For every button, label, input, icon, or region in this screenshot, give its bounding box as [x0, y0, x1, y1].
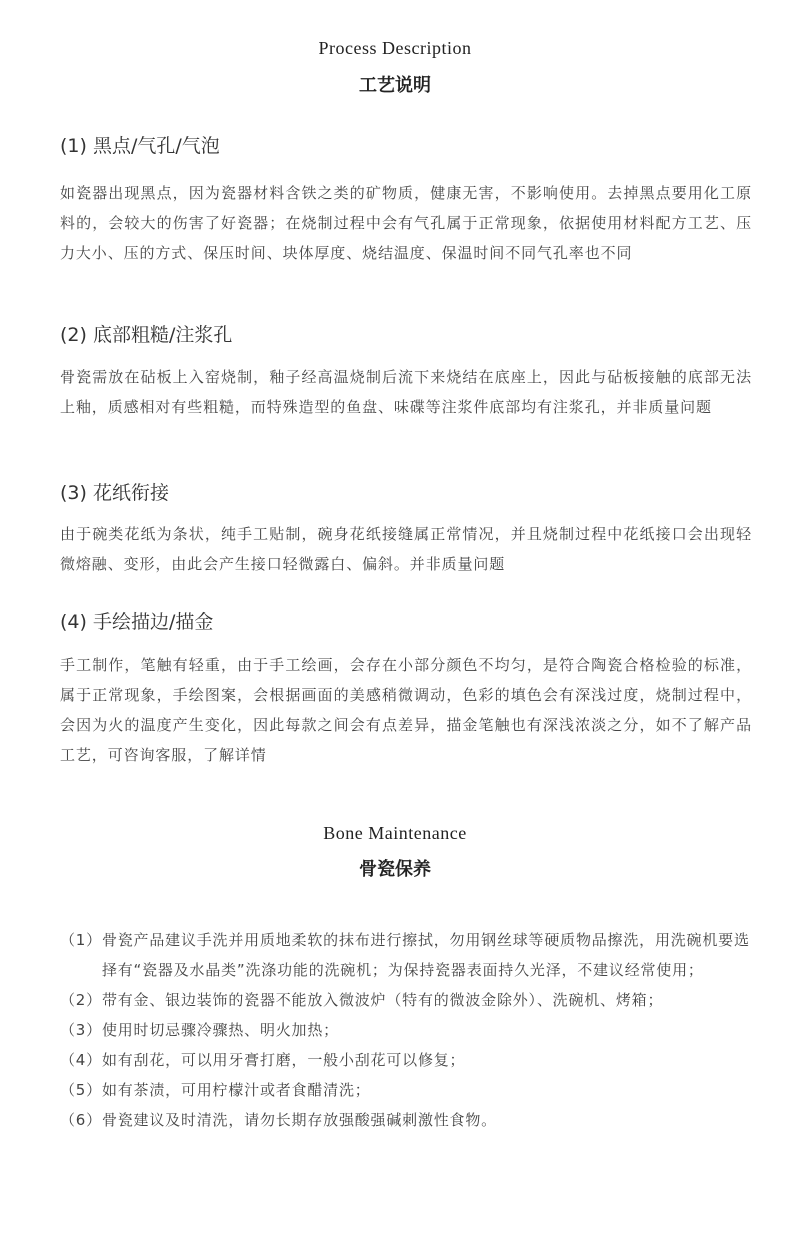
list-item-text: 使用时切忌骤冷骤热、明火加热； [101, 1021, 339, 1039]
process-item-4-text: 手工制作，笔触有轻重，由于手工绘画，会存在小部分颜色不均匀，是符合陶瓷合格检验的标准，属于正常现象，手绘图案，会根据画面的美感稍微调动，色彩的填色会有深浅过度，烧制过程中，会因为火的温度产生变化，因此每款之间会有点差异，描金笔触也有深浅浓淡之分，如不了解产品工艺，可咨询客服，了解详情 [60, 656, 752, 764]
list-item-number: （1） [60, 931, 102, 949]
list-item [60, 1075, 760, 1105]
process-item-1-text: 如瓷器出现黑点，因为瓷器材料含铁之类的矿物质，健康无害，不影响使用。去掉黑点要用化工原料的，会较大的伤害了好瓷器；在烧制过程中会有气孔属于正常现象，依据使用材料配方工艺、压力大小、压的方式、保压时间、块体厚度、烧结温度、保温时间不同气孔率也不同 [60, 184, 752, 262]
list-item-text: 如有茶渍，可用柠檬汁或者食醋清洗； [101, 1081, 371, 1099]
process-title-en: Process Description [318, 38, 472, 58]
list-item [60, 925, 760, 985]
process-item-1-heading: (1) 黑点/气孔/气泡 [60, 135, 220, 157]
list-item-number: （5） [60, 1081, 102, 1099]
list-item-number: （4） [60, 1051, 102, 1069]
list-item [60, 1015, 760, 1045]
process-item-4-heading: (4) 手绘描边/描金 [60, 611, 214, 633]
list-item [60, 985, 760, 1015]
maintenance-title-cn: 骨瓷保养 [359, 859, 431, 880]
list-item-number: （2） [60, 991, 102, 1009]
list-item-text: 骨瓷产品建议手洗并用质地柔软的抹布进行擦拭，勿用钢丝球等硬质物品擦洗，用洗碗机要选择有“瓷器及水晶类”洗涤功能的洗碗机；为保持瓷器表面持久光泽，不建议经常使用； [101, 931, 750, 979]
process-item-2-text: 骨瓷需放在砧板上入窑烧制，釉子经高温烧制后流下来烧结在底座上，因此与砧板接触的底部无法上釉，质感相对有些粗糙，而特殊造型的鱼盘、味碟等注浆件底部均有注浆孔，并非质量问题 [60, 368, 752, 416]
process-title-cn: 工艺说明 [359, 75, 431, 96]
maintenance-list [60, 925, 760, 1135]
list-item-text: 如有刮花，可以用牙膏打磨，一般小刮花可以修复； [101, 1051, 466, 1069]
process-item-3-text: 由于碗类花纸为条状，纯手工贴制，碗身花纸接缝属正常情况，并且烧制过程中花纸接口会出现轻微熔融、变形，由此会产生接口轻微露白、偏斜。并非质量问题 [60, 525, 752, 573]
maintenance-title-en: Bone Maintenance [323, 823, 467, 843]
list-item-number: （6） [60, 1111, 102, 1129]
list-item-number: （3） [60, 1021, 102, 1039]
list-item-text: 骨瓷建议及时清洗，请勿长期存放强酸强碱刺激性食物。 [101, 1111, 497, 1129]
process-item-3-heading: (3) 花纸衔接 [60, 482, 169, 504]
list-item [60, 1105, 760, 1135]
process-item-2-heading: (2) 底部粗糙/注浆孔 [60, 324, 233, 346]
list-item-text: 带有金、银边装饰的瓷器不能放入微波炉（特有的微波金除外）、洗碗机、烤箱； [101, 991, 664, 1009]
list-item [60, 1045, 760, 1075]
